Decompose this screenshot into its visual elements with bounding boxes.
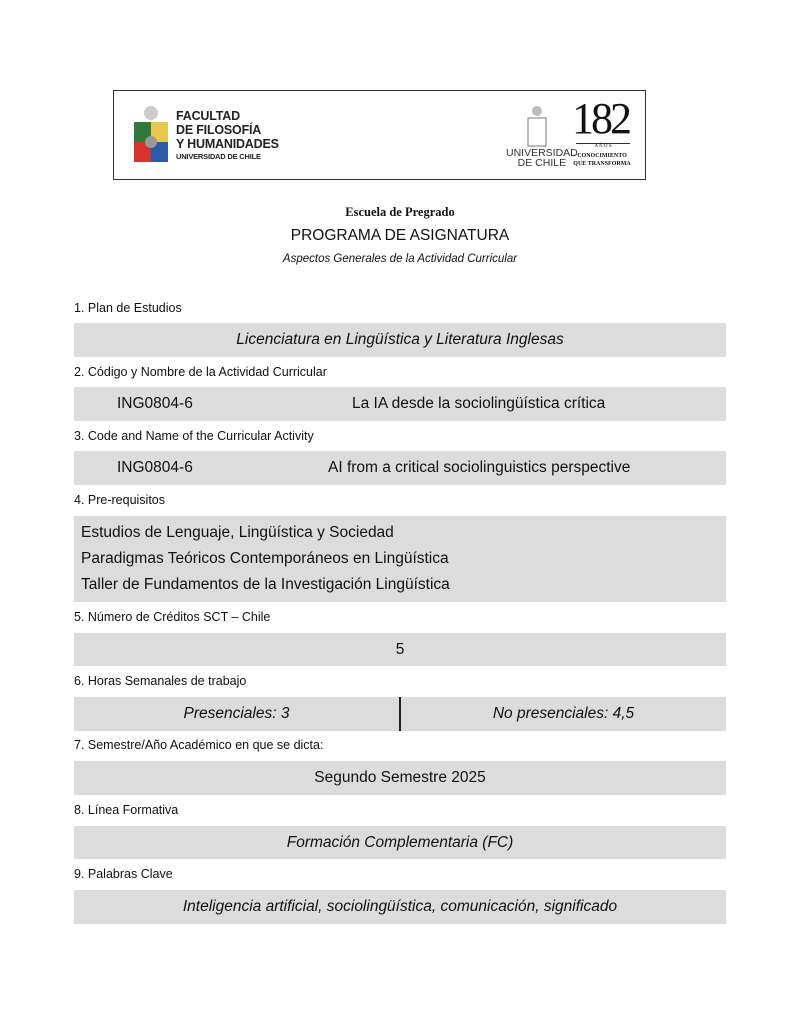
semester-value: Segundo Semestre 2025 (74, 761, 726, 795)
code-name-en (74, 451, 726, 485)
section-label-hours: 6. Horas Semanales de trabajo (74, 674, 247, 688)
prerequisite-item: Paradigmas Teóricos Contemporáneos en Lingüística (81, 550, 449, 567)
school-name: Escuela de Pregrado (345, 205, 455, 219)
section-label-code-es: 2. Código y Nombre de la Actividad Curricular (74, 365, 327, 379)
prerequisites-list (74, 516, 726, 602)
hours-no-presencial: No presenciales: 4,5 (492, 705, 635, 722)
course-name: La IA desde la sociolingüística crítica (352, 395, 606, 412)
univ-line: UNIVERSIDAD (506, 147, 578, 159)
keywords-value: Inteligencia artificial, sociolingüística, comunicación, significado (74, 890, 726, 924)
page-title: PROGRAMA DE ASIGNATURA (290, 227, 510, 244)
university-crest-icon (526, 105, 548, 149)
anniversary-number: 182 (572, 94, 629, 143)
faculty-sub: UNIVERSIDAD DE CHILE (176, 152, 261, 161)
section-label-semester: 7. Semestre/Año Académico en que se dicta: (74, 738, 324, 752)
faculty-line: DE FILOSOFÍA (176, 123, 262, 137)
header-banner (113, 90, 646, 180)
course-code: ING0804-6 (117, 395, 193, 412)
faculty-logo-text (176, 109, 279, 163)
section-label-code-en: 3. Code and Name of the Curricular Activity (74, 429, 314, 443)
code-name-es (74, 387, 726, 421)
tagline (572, 152, 632, 168)
faculty-line: Y HUMANIDADES (176, 137, 279, 151)
plan-value: Licenciatura en Lingüística y Literatura Inglesas (74, 323, 726, 357)
hours-presencial: Presenciales: 3 (183, 705, 290, 722)
prerequisite-item: Estudios de Lenguaje, Lingüística y Sociedad (81, 524, 394, 541)
formative-line-value: Formación Complementaria (FC) (74, 826, 726, 859)
section-label-plan: 1. Plan de Estudios (74, 301, 182, 315)
page-subtitle: Aspectos Generales de la Actividad Curricular (282, 253, 518, 265)
anniversary-label: A Ñ O S (576, 143, 630, 149)
section-label-keywords: 9. Palabras Clave (74, 867, 173, 881)
hours-box (74, 697, 726, 731)
tagline-line: QUE TRANSFORMA (573, 161, 631, 167)
course-code: ING0804-6 (117, 459, 193, 476)
section-label-prereq: 4. Pre-requisitos (74, 493, 166, 507)
tagline-line: CONOCIMIENTO (577, 153, 627, 159)
section-label-line: 8. Línea Formativa (74, 803, 179, 817)
faculty-crest-icon (132, 105, 170, 167)
faculty-line: FACULTAD (176, 109, 240, 123)
course-name: AI from a critical sociolinguistics perspective (328, 459, 631, 476)
prerequisite-item: Taller de Fundamentos de la Investigación Lingüística (81, 576, 450, 593)
univ-line: DE CHILE (517, 157, 567, 169)
university-logo-text (506, 148, 578, 168)
credits-value: 5 (74, 633, 726, 666)
section-label-credits: 5. Número de Créditos SCT – Chile (74, 610, 271, 624)
